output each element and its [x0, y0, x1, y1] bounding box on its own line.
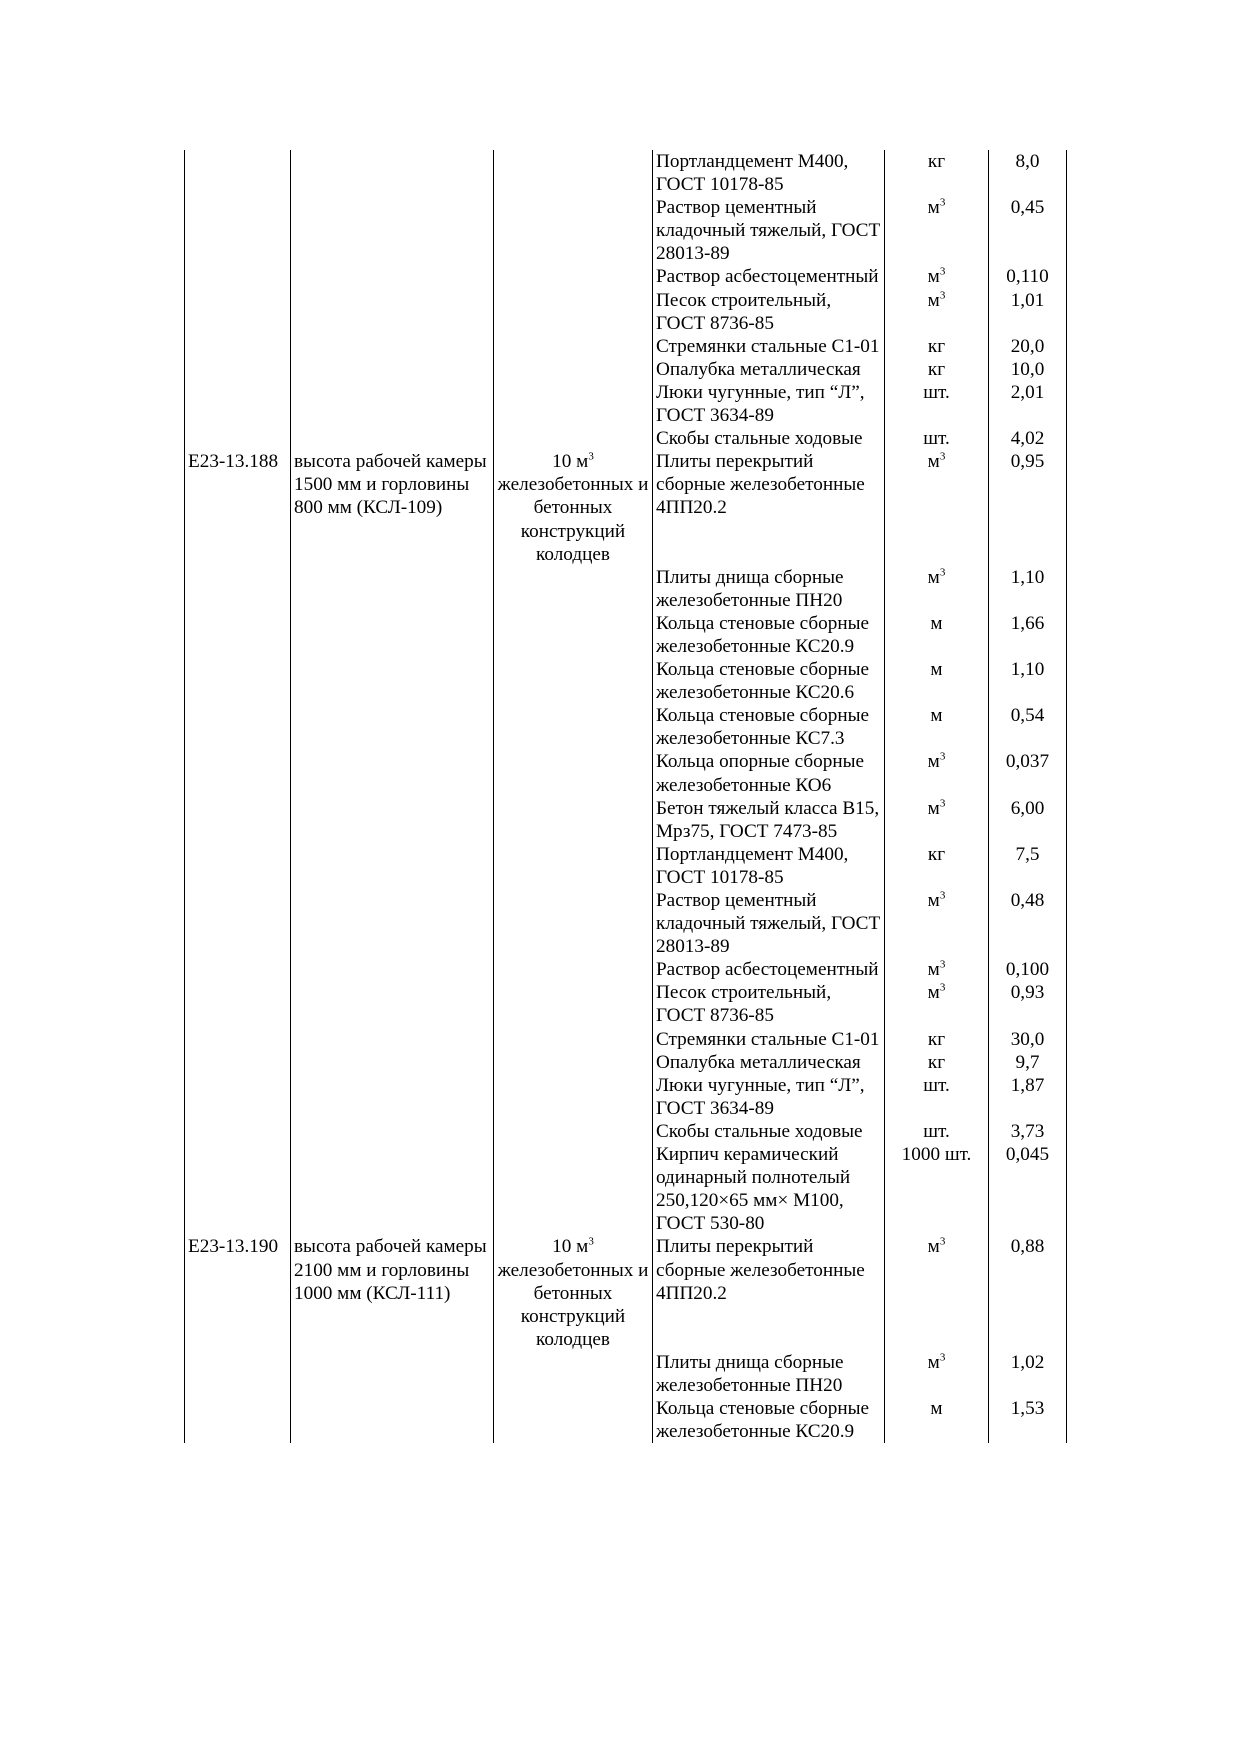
unit-measure-cell — [494, 889, 653, 958]
material-cell: Опалубка металлическая — [653, 1051, 885, 1074]
unit-cell: м — [885, 1397, 989, 1443]
table-row — [185, 1235, 1067, 1350]
table-row — [185, 427, 1067, 450]
value-cell: 2,01 — [989, 381, 1067, 427]
unit-cell: кг — [885, 358, 989, 381]
code-cell — [185, 704, 291, 750]
value-cell: 1,10 — [989, 658, 1067, 704]
code-cell — [185, 843, 291, 889]
unit-measure-cell — [494, 750, 653, 796]
description-cell — [291, 150, 494, 196]
code-cell — [185, 1028, 291, 1051]
code-cell — [185, 427, 291, 450]
unit-measure-cell — [494, 1074, 653, 1120]
unit-cell: м — [885, 658, 989, 704]
description-cell — [291, 958, 494, 981]
table-row — [185, 704, 1067, 750]
description-cell — [291, 750, 494, 796]
table-row — [185, 958, 1067, 981]
unit-cell: $м^3$ — [885, 981, 989, 1027]
code-cell — [185, 566, 291, 612]
unit-cell: $м^3$ — [885, 566, 989, 612]
unit-cell: кг — [885, 150, 989, 196]
value-cell: 0,110 — [989, 265, 1067, 288]
unit-cell: 1000 шт. — [885, 1143, 989, 1235]
value-cell: 8,0 — [989, 150, 1067, 196]
value-cell: 9,7 — [989, 1051, 1067, 1074]
code-cell — [185, 196, 291, 265]
value-cell: 0,45 — [989, 196, 1067, 265]
table-row — [185, 381, 1067, 427]
description-cell — [291, 265, 494, 288]
unit-measure-cell — [494, 358, 653, 381]
code-cell — [185, 1397, 291, 1443]
material-cell: Портландцемент М400, ГОСТ 10178-85 — [653, 150, 885, 196]
unit-cell: $м^3$ — [885, 196, 989, 265]
description-cell — [291, 981, 494, 1027]
table-row — [185, 843, 1067, 889]
unit-measure-cell — [494, 1120, 653, 1143]
value-cell: 7,5 — [989, 843, 1067, 889]
material-cell: Плиты перекрытий сборные железобетонные 4ПП20.2 — [653, 1235, 885, 1350]
code-cell — [185, 335, 291, 358]
table-row — [185, 1074, 1067, 1120]
material-cell: Стремянки стальные С1-01 — [653, 335, 885, 358]
description-cell — [291, 335, 494, 358]
table-row — [185, 1028, 1067, 1051]
description-cell — [291, 1028, 494, 1051]
unit-measure-cell — [494, 1397, 653, 1443]
value-cell: 1,02 — [989, 1351, 1067, 1397]
value-cell: 0,54 — [989, 704, 1067, 750]
unit-cell: $м^3$ — [885, 289, 989, 335]
code-cell — [185, 1351, 291, 1397]
table-row — [185, 358, 1067, 381]
unit-measure-cell — [494, 1051, 653, 1074]
material-cell: Раствор цементный кладочный тяжелый, ГОСТ 28013-89 — [653, 889, 885, 958]
unit-cell: шт. — [885, 1074, 989, 1120]
description-cell: высота рабочей камеры 2100 мм и горловины 1000 мм (КСЛ-111) — [291, 1235, 494, 1350]
code-cell — [185, 358, 291, 381]
code-cell — [185, 612, 291, 658]
unit-cell: кг — [885, 1051, 989, 1074]
table-row — [185, 566, 1067, 612]
description-cell — [291, 889, 494, 958]
unit-cell: кг — [885, 335, 989, 358]
unit-measure-cell — [494, 958, 653, 981]
unit-measure-cell — [494, 381, 653, 427]
code-cell — [185, 1051, 291, 1074]
table-row — [185, 658, 1067, 704]
value-cell: 20,0 — [989, 335, 1067, 358]
value-cell: 0,88 — [989, 1235, 1067, 1350]
description-cell — [291, 1397, 494, 1443]
value-cell: 6,00 — [989, 797, 1067, 843]
unit-measure-cell — [494, 196, 653, 265]
unit-cell: шт. — [885, 1120, 989, 1143]
table-row — [185, 1120, 1067, 1143]
norms-table — [184, 150, 1067, 1443]
table-row — [185, 265, 1067, 288]
description-cell — [291, 196, 494, 265]
unit-cell: $м^3$ — [885, 889, 989, 958]
material-cell: Плиты днища сборные железобетонные ПН20 — [653, 566, 885, 612]
value-cell: 0,045 — [989, 1143, 1067, 1235]
unit-cell: м — [885, 612, 989, 658]
unit-cell: $м^3$ — [885, 450, 989, 565]
table-row — [185, 450, 1067, 565]
description-cell — [291, 1051, 494, 1074]
code-cell — [185, 889, 291, 958]
table-row — [185, 889, 1067, 958]
code-cell — [185, 1143, 291, 1235]
value-cell: 0,48 — [989, 889, 1067, 958]
code-cell: Е23-13.190 — [185, 1235, 291, 1350]
code-cell — [185, 289, 291, 335]
unit-cell: кг — [885, 843, 989, 889]
unit-measure-cell — [494, 797, 653, 843]
table-row — [185, 797, 1067, 843]
unit-cell: шт. — [885, 427, 989, 450]
unit-measure-cell — [494, 1351, 653, 1397]
description-cell — [291, 612, 494, 658]
description-cell — [291, 1143, 494, 1235]
value-cell: 1,87 — [989, 1074, 1067, 1120]
code-cell: Е23-13.188 — [185, 450, 291, 565]
unit-measure-cell — [494, 843, 653, 889]
table-row — [185, 1143, 1067, 1235]
material-cell: Кольца стеновые сборные железобетонные КС20.6 — [653, 658, 885, 704]
value-cell: 1,53 — [989, 1397, 1067, 1443]
value-cell: 4,02 — [989, 427, 1067, 450]
material-cell: Стремянки стальные С1-01 — [653, 1028, 885, 1051]
material-cell: Раствор асбестоцементный — [653, 265, 885, 288]
unit-cell: $м^3$ — [885, 797, 989, 843]
description-cell — [291, 566, 494, 612]
table-row — [185, 150, 1067, 196]
unit-measure-cell — [494, 612, 653, 658]
unit-measure-cell — [494, 265, 653, 288]
code-cell — [185, 150, 291, 196]
description-cell — [291, 358, 494, 381]
material-cell: Скобы стальные ходовые — [653, 1120, 885, 1143]
description-cell — [291, 1120, 494, 1143]
material-cell: Кольца стеновые сборные железобетонные КС20.9 — [653, 612, 885, 658]
value-cell: 0,100 — [989, 958, 1067, 981]
material-cell: Опалубка металлическая — [653, 358, 885, 381]
description-cell — [291, 381, 494, 427]
unit-cell: $м^3$ — [885, 958, 989, 981]
unit-measure-cell: 10 $м^3$ железобетонных и бетонных конструкций колодцев — [494, 1235, 653, 1350]
material-cell: Люки чугунные, тип “Л”, ГОСТ 3634-89 — [653, 1074, 885, 1120]
value-cell: 1,10 — [989, 566, 1067, 612]
material-cell: Кирпич керамический одинарный полнотелый 250,120×65 мм× М100, ГОСТ 530-80 — [653, 1143, 885, 1235]
code-cell — [185, 981, 291, 1027]
unit-cell: $м^3$ — [885, 1235, 989, 1350]
unit-measure-cell — [494, 1143, 653, 1235]
value-cell: 1,66 — [989, 612, 1067, 658]
description-cell: высота рабочей камеры 1500 мм и горловины 800 мм (КСЛ-109) — [291, 450, 494, 565]
unit-measure-cell — [494, 566, 653, 612]
unit-cell: $м^3$ — [885, 750, 989, 796]
code-cell — [185, 750, 291, 796]
unit-cell: шт. — [885, 381, 989, 427]
material-cell: Раствор асбестоцементный — [653, 958, 885, 981]
table-row — [185, 335, 1067, 358]
material-cell: Песок строительный, ГОСТ 8736-85 — [653, 289, 885, 335]
material-cell: Плиты днища сборные железобетонные ПН20 — [653, 1351, 885, 1397]
unit-measure-cell — [494, 658, 653, 704]
material-cell: Песок строительный, ГОСТ 8736-85 — [653, 981, 885, 1027]
description-cell — [291, 658, 494, 704]
material-cell: Кольца стеновые сборные железобетонные КС7.3 — [653, 704, 885, 750]
value-cell: 0,037 — [989, 750, 1067, 796]
value-cell: 3,73 — [989, 1120, 1067, 1143]
material-cell: Плиты перекрытий сборные железобетонные 4ПП20.2 — [653, 450, 885, 565]
table-row — [185, 1351, 1067, 1397]
code-cell — [185, 797, 291, 843]
material-cell: Раствор цементный кладочный тяжелый, ГОСТ 28013-89 — [653, 196, 885, 265]
material-cell: Кольца стеновые сборные железобетонные КС20.9 — [653, 1397, 885, 1443]
table-row — [185, 750, 1067, 796]
table-body — [185, 150, 1067, 1443]
description-cell — [291, 843, 494, 889]
value-cell: 10,0 — [989, 358, 1067, 381]
code-cell — [185, 1120, 291, 1143]
unit-measure-cell — [494, 704, 653, 750]
unit-measure-cell — [494, 1028, 653, 1051]
unit-measure-cell — [494, 981, 653, 1027]
code-cell — [185, 658, 291, 704]
unit-measure-cell — [494, 335, 653, 358]
material-cell: Скобы стальные ходовые — [653, 427, 885, 450]
unit-cell: $м^3$ — [885, 1351, 989, 1397]
unit-cell: кг — [885, 1028, 989, 1051]
unit-measure-cell — [494, 427, 653, 450]
table-row — [185, 1051, 1067, 1074]
description-cell — [291, 797, 494, 843]
value-cell: 1,01 — [989, 289, 1067, 335]
material-cell: Бетон тяжелый класса В15, Мрз75, ГОСТ 7473-85 — [653, 797, 885, 843]
code-cell — [185, 1074, 291, 1120]
unit-measure-cell — [494, 289, 653, 335]
code-cell — [185, 958, 291, 981]
unit-cell: $м^3$ — [885, 265, 989, 288]
value-cell: 0,95 — [989, 450, 1067, 565]
description-cell — [291, 427, 494, 450]
code-cell — [185, 381, 291, 427]
unit-measure-cell — [494, 150, 653, 196]
description-cell — [291, 704, 494, 750]
material-cell: Кольца опорные сборные железобетонные КО6 — [653, 750, 885, 796]
value-cell: 0,93 — [989, 981, 1067, 1027]
table-row — [185, 196, 1067, 265]
material-cell: Люки чугунные, тип “Л”, ГОСТ 3634-89 — [653, 381, 885, 427]
code-cell — [185, 265, 291, 288]
table-row — [185, 612, 1067, 658]
table-row — [185, 289, 1067, 335]
description-cell — [291, 289, 494, 335]
material-cell: Портландцемент М400, ГОСТ 10178-85 — [653, 843, 885, 889]
table-row — [185, 1397, 1067, 1443]
description-cell — [291, 1074, 494, 1120]
unit-measure-cell: 10 $м^3$ железобетонных и бетонных конструкций колодцев — [494, 450, 653, 565]
unit-cell: м — [885, 704, 989, 750]
description-cell — [291, 1351, 494, 1397]
table-row — [185, 981, 1067, 1027]
value-cell: 30,0 — [989, 1028, 1067, 1051]
